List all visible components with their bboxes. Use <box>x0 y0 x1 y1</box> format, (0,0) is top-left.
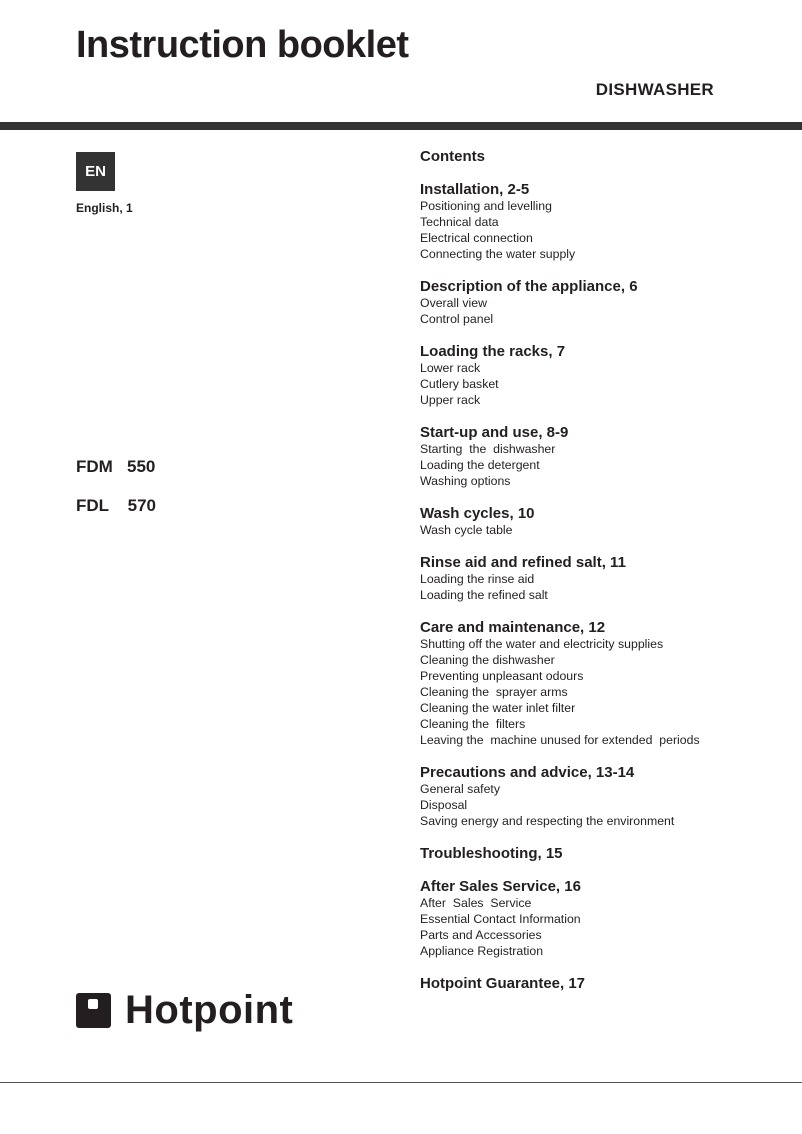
section-item: Lower rack <box>420 361 481 375</box>
section-title: Rinse aid and refined salt, 11 <box>420 554 626 571</box>
hotpoint-logo <box>76 990 293 1030</box>
section-title: Start-up and use, 8-9 <box>420 424 569 441</box>
contents-section <box>420 505 790 538</box>
contents-section <box>420 878 790 959</box>
contents-section <box>420 975 790 992</box>
language-badge: EN <box>76 152 115 191</box>
section-title: Description of the appliance, 6 <box>420 278 638 295</box>
section-item: Washing options <box>420 474 511 488</box>
section-item: Loading the detergent <box>420 458 540 472</box>
contents-section <box>420 619 790 748</box>
section-item: Electrical connection <box>420 231 533 245</box>
section-item: Overall view <box>420 296 487 310</box>
section-title: Installation, 2-5 <box>420 181 530 198</box>
section-item: Cleaning the sprayer arms <box>420 685 568 699</box>
section-item: Loading the rinse aid <box>420 572 535 586</box>
section-title: Care and maintenance, 12 <box>420 619 606 636</box>
header-divider <box>0 122 802 130</box>
section-title: Wash cycles, 10 <box>420 505 535 522</box>
section-item: Positioning and levelling <box>420 199 552 213</box>
model-number: FDM 550 <box>76 457 156 476</box>
section-item: Parts and Accessories <box>420 928 542 942</box>
footer-divider <box>0 1082 802 1083</box>
section-item: Loading the refined salt <box>420 588 548 602</box>
product-type: DISHWASHER <box>595 80 714 99</box>
section-item: After Sales Service <box>420 896 532 910</box>
hotpoint-logo-mark-icon <box>76 993 111 1028</box>
section-item: Cleaning the dishwasher <box>420 653 555 667</box>
contents-section <box>420 845 790 862</box>
language-page-ref: English, 1 <box>76 201 133 215</box>
table-of-contents <box>420 148 790 1008</box>
brand-name: Hotpoint <box>125 988 294 1032</box>
section-item: Technical data <box>420 215 499 229</box>
section-item: Shutting off the water and electricity supplies <box>420 637 664 651</box>
section-item: Cleaning the filters <box>420 717 526 731</box>
section-title: After Sales Service, 16 <box>420 878 581 895</box>
section-title: Loading the racks, 7 <box>420 343 566 360</box>
contents-section <box>420 278 790 327</box>
document-title: Instruction booklet <box>76 24 409 66</box>
section-title: Troubleshooting, 15 <box>420 845 563 862</box>
section-item: Preventing unpleasant odours <box>420 669 584 683</box>
section-item: Leaving the machine unused for extended periods <box>420 733 700 747</box>
section-title: Precautions and advice, 13-14 <box>420 764 635 781</box>
section-item: Disposal <box>420 798 468 812</box>
contents-section <box>420 764 790 829</box>
section-item: Saving energy and respecting the environment <box>420 814 675 828</box>
section-title: Hotpoint Guarantee, 17 <box>420 975 586 992</box>
section-item: Wash cycle table <box>420 523 513 537</box>
contents-section <box>420 181 790 262</box>
section-item: Control panel <box>420 312 494 326</box>
contents-heading: Contents <box>420 148 485 165</box>
section-item: Cleaning the water inlet filter <box>420 701 576 715</box>
contents-section <box>420 554 790 603</box>
section-item: Upper rack <box>420 393 481 407</box>
section-item: Essential Contact Information <box>420 912 581 926</box>
section-item: Starting the dishwasher <box>420 442 556 456</box>
contents-section <box>420 424 790 489</box>
section-item: Appliance Registration <box>420 944 544 958</box>
contents-section <box>420 343 790 408</box>
section-item: Connecting the water supply <box>420 247 576 261</box>
section-item: General safety <box>420 782 500 796</box>
model-number: FDL 570 <box>76 496 156 515</box>
section-item: Cutlery basket <box>420 377 499 391</box>
